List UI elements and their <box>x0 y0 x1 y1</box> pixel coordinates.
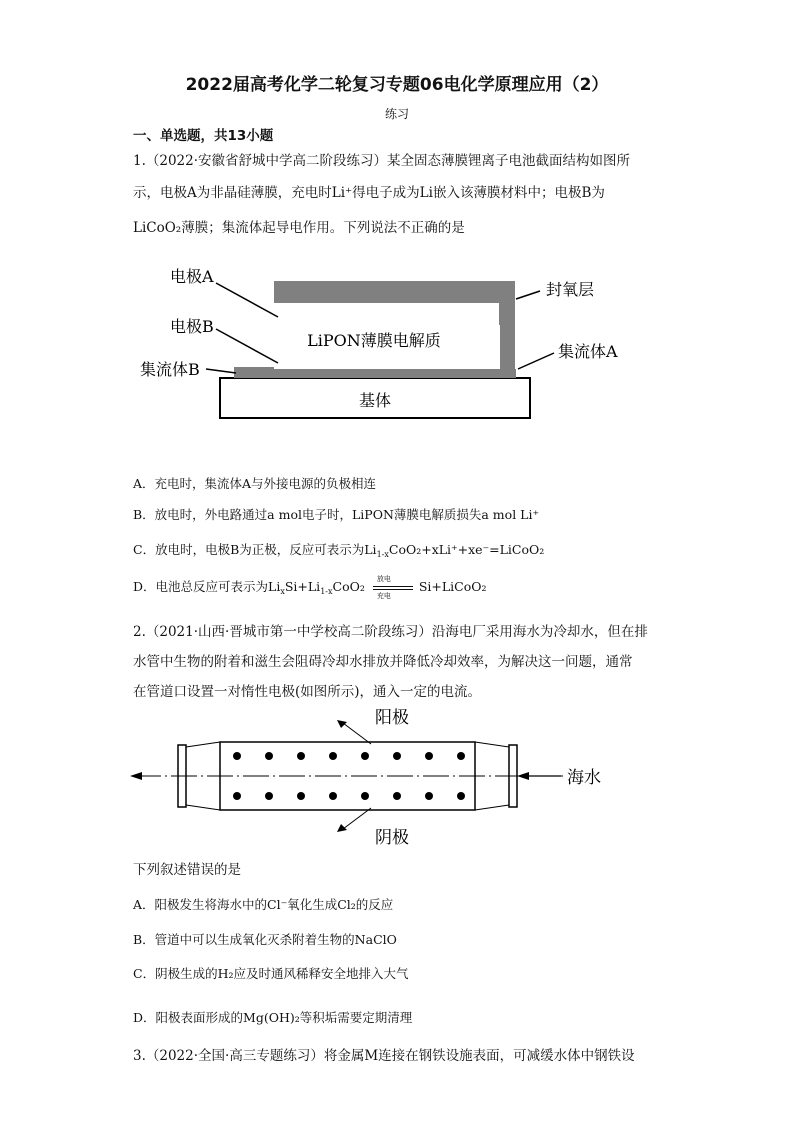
q2-stem-line2: 水管中生物的附着和滋生会阻碍冷却水排放并降低冷却效率，为解决这一问题，通常 <box>133 654 633 670</box>
substrate-label: 基体 <box>358 391 392 410</box>
q1-stem-line2: 示，电极A为非晶硅薄膜，充电时Li⁺得电子成为Li嵌入该薄膜材料中；电极B为 <box>133 185 605 201</box>
collector-b-shape <box>234 367 276 378</box>
q1-option-a: A．充电时，集流体A与外接电源的负极相连 <box>133 476 377 491</box>
q1-option-b: B．放电时，外电路通过a mol电子时，LiPON薄膜电解质损失a mol Li⁺ <box>133 507 540 522</box>
reversible-arrow: 放电 充电 <box>369 579 415 597</box>
q2-prompt: 下列叙述错误的是 <box>133 862 241 878</box>
q1-stem-line1: 1.（2022·安徽省舒城中学高二阶段练习）某全固态薄膜锂离子电池截面结构如图所 <box>133 153 631 169</box>
page-subtitle: 练习 <box>384 107 409 121</box>
q1-option-d: D．电池总反应可表示为$Li_xSi+Li_{1-x}CoO_2$ 放电 充电 Si+LiCoO₂ <box>133 574 487 600</box>
seal-layer-label: 封氧层 <box>546 280 595 299</box>
electrode-b-label: 电极B <box>170 317 214 336</box>
collector-a-shape <box>276 369 516 378</box>
q2-option-a: A．阳极发生将海水中的Cl⁻氧化生成Cl₂的反应 <box>133 897 394 912</box>
q3-stem-line1: 3.（2022·全国·高三专题练习）将金属M连接在钢铁设施表面，可减缓水体中钢铁设 <box>133 1048 635 1064</box>
anode-label: 阳极 <box>375 708 409 728</box>
q1-option-c: C．放电时，电极B为正极，反应可表示为$Li_{1-x}CoO_2+xLi^++xe^-=LiCoO_2$ <box>133 542 545 559</box>
collector-a-label: 集流体A <box>558 342 618 361</box>
outflow-arrowhead <box>130 772 142 780</box>
q2-option-d: D．阳极表面形成的Mg(OH)₂等积垢需要定期清理 <box>133 1010 413 1025</box>
pipe-electrode-figure <box>125 700 655 855</box>
q2-stem-line1: 2.（2021·山西·晋城市第一中学校高二阶段练习）沿海电厂采用海水为冷却水，但在排 <box>133 624 648 640</box>
section-heading: 一、单选题，共13小题 <box>133 128 274 144</box>
page-title: 2022届高考化学二轮复习专题06电化学原理应用（2） <box>185 75 609 95</box>
collector-b-label: 集流体B <box>140 360 200 379</box>
q2-stem-line3: 在管道口设置一对惰性电极(如图所示)，通入一定的电流。 <box>133 684 482 700</box>
q2-option-c: C．阴极生成的H₂应及时通风稀释安全地排入大气 <box>133 966 409 981</box>
electrolyte-label: LiPON薄膜电解质 <box>307 331 441 350</box>
electrode-a-label: 电极A <box>170 267 214 286</box>
q2-option-b: B．管道中可以生成氧化灭杀附着生物的NaClO <box>133 932 397 947</box>
seawater-label: 海水 <box>567 768 601 788</box>
cathode-label: 阴极 <box>375 828 409 848</box>
battery-cross-section-figure <box>130 255 650 430</box>
q1-stem-line3: LiCoO₂薄膜；集流体起导电作用。下列说法不正确的是 <box>133 220 465 236</box>
